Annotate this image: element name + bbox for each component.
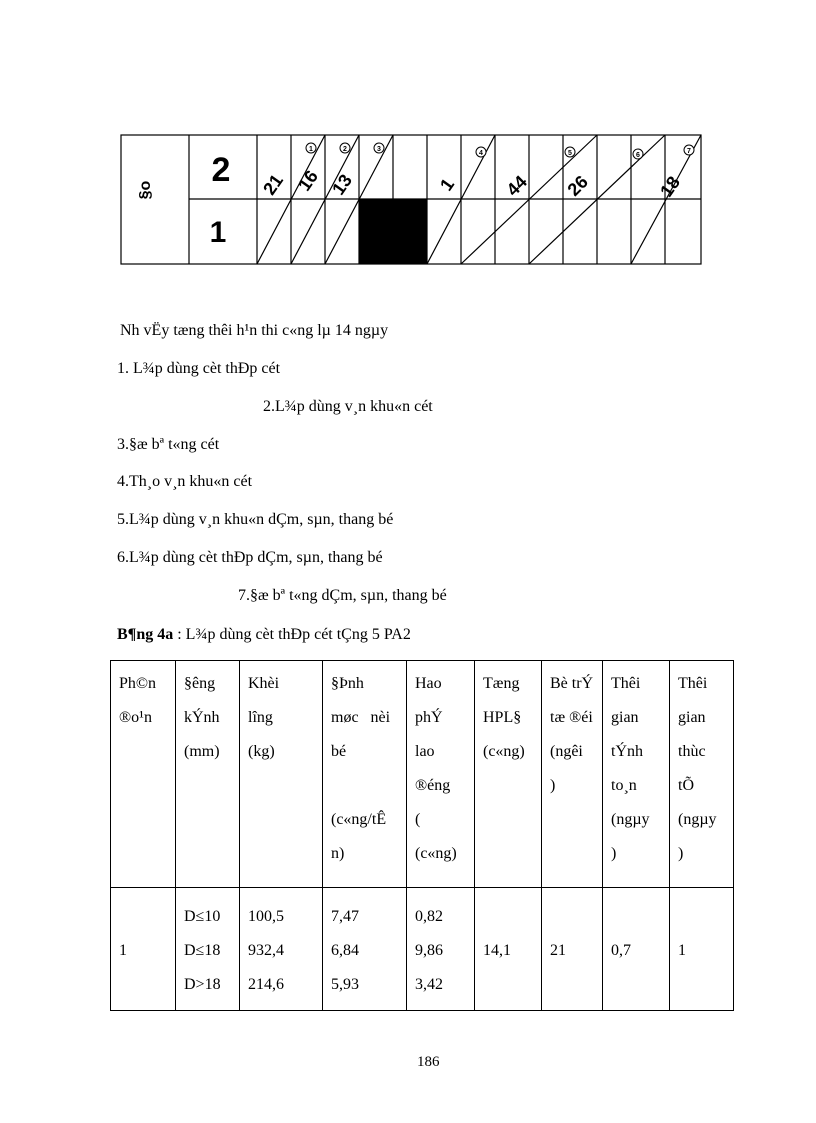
circle-marker (565, 147, 575, 157)
svg-text:6: 6 (636, 152, 640, 159)
step-line: 6.L¾p dùng cèt thÐp dÇm, sµn, thang bé (117, 549, 383, 566)
table-header-row (111, 661, 734, 888)
circle-marker (633, 149, 643, 159)
header-cell: Bè trÝ tæ ®éi (ngêi ) (542, 661, 603, 888)
cell-bo-tri: 21 (542, 888, 603, 1011)
step-line: 3.§æ bª t«ng cét (117, 436, 220, 453)
svg-text:1: 1 (309, 146, 313, 153)
header-cell: Tæng HPL§ (c«ng) (475, 661, 542, 888)
step-line: 7.§æ bª t«ng dÇm, sµn, thang bé (238, 587, 447, 604)
step-line: 1. L¾p dùng cèt thÐp cét (117, 360, 281, 377)
svg-text:2: 2 (343, 146, 347, 153)
header-cell: §Þnh møc nèi bé (c«ng/tÊ n) (323, 661, 407, 888)
cell-tong-hpld: 14,1 (475, 888, 542, 1011)
header-cell: Khèi lîng (kg) (240, 661, 323, 888)
svg-text:3: 3 (377, 146, 381, 153)
segment-number: 13 (328, 170, 357, 199)
segment-number: 21 (259, 170, 288, 199)
svg-text:4: 4 (479, 150, 483, 157)
table-row (111, 888, 734, 1011)
filled-cell (359, 199, 427, 264)
segment-number: 26 (563, 171, 592, 200)
header-cell: Hao phÝ lao ®éng ( (c«ng) (407, 661, 475, 888)
row-label-2: 2 (211, 151, 231, 189)
circle-marker (684, 145, 694, 155)
step-line: 2.L¾p dùng v¸n khu«n cét (263, 398, 433, 415)
page-number: 186 (417, 1054, 440, 1070)
circle-marker (340, 143, 350, 153)
summary-line: Nh vËy tæng thêi h¹n thi c«ng lµ 14 ngµy (120, 322, 389, 339)
cell-phan-doan: 1 (111, 888, 176, 1011)
header-cell: Thêi gian tÝnh to¸n (ngµy ) (603, 661, 670, 888)
segment-number: 16 (294, 166, 323, 195)
header-cell: Ph©n ®o¹n (111, 661, 176, 888)
step-line: 5.L¾p dùng v¸n khu«n dÇm, sµn, thang bé (117, 511, 394, 528)
table-caption-label: B¶ng 4a (117, 626, 174, 643)
svg-text:7: 7 (687, 148, 691, 155)
cell-dinh-muc: 7,47 6,84 5,93 (323, 888, 407, 1011)
cell-tg-thuc-te: 1 (670, 888, 734, 1011)
table-caption (117, 626, 411, 644)
segment-number: 44 (502, 171, 531, 200)
svg-text:5: 5 (568, 150, 572, 157)
circle-marker (306, 143, 316, 153)
data-table (110, 660, 734, 1011)
section-label: §o (137, 180, 154, 200)
segment-number: 18 (656, 172, 685, 201)
schedule-diagram (0, 0, 816, 300)
header-cell: Thêi gian thùc tÕ (ngµy ) (670, 661, 734, 888)
circle-marker (374, 143, 384, 153)
table-caption-text: : L¾p dùng cèt thÐp cét tÇng 5 PA2 (173, 626, 411, 643)
cell-duong-kinh: D≤10 D≤18 D>18 (176, 888, 240, 1011)
row-label-1: 1 (209, 216, 227, 249)
cell-hao-phi: 0,82 9,86 3,42 (407, 888, 475, 1011)
step-line: 4.Th¸o v¸n khu«n cét (117, 473, 253, 490)
circle-marker (476, 147, 486, 157)
segment-number: 1 (436, 174, 459, 195)
cell-tg-tinh-toan: 0,7 (603, 888, 670, 1011)
header-cell: §êng kÝnh (mm) (176, 661, 240, 888)
cell-khoi-luong: 100,5 932,4 214,6 (240, 888, 323, 1011)
